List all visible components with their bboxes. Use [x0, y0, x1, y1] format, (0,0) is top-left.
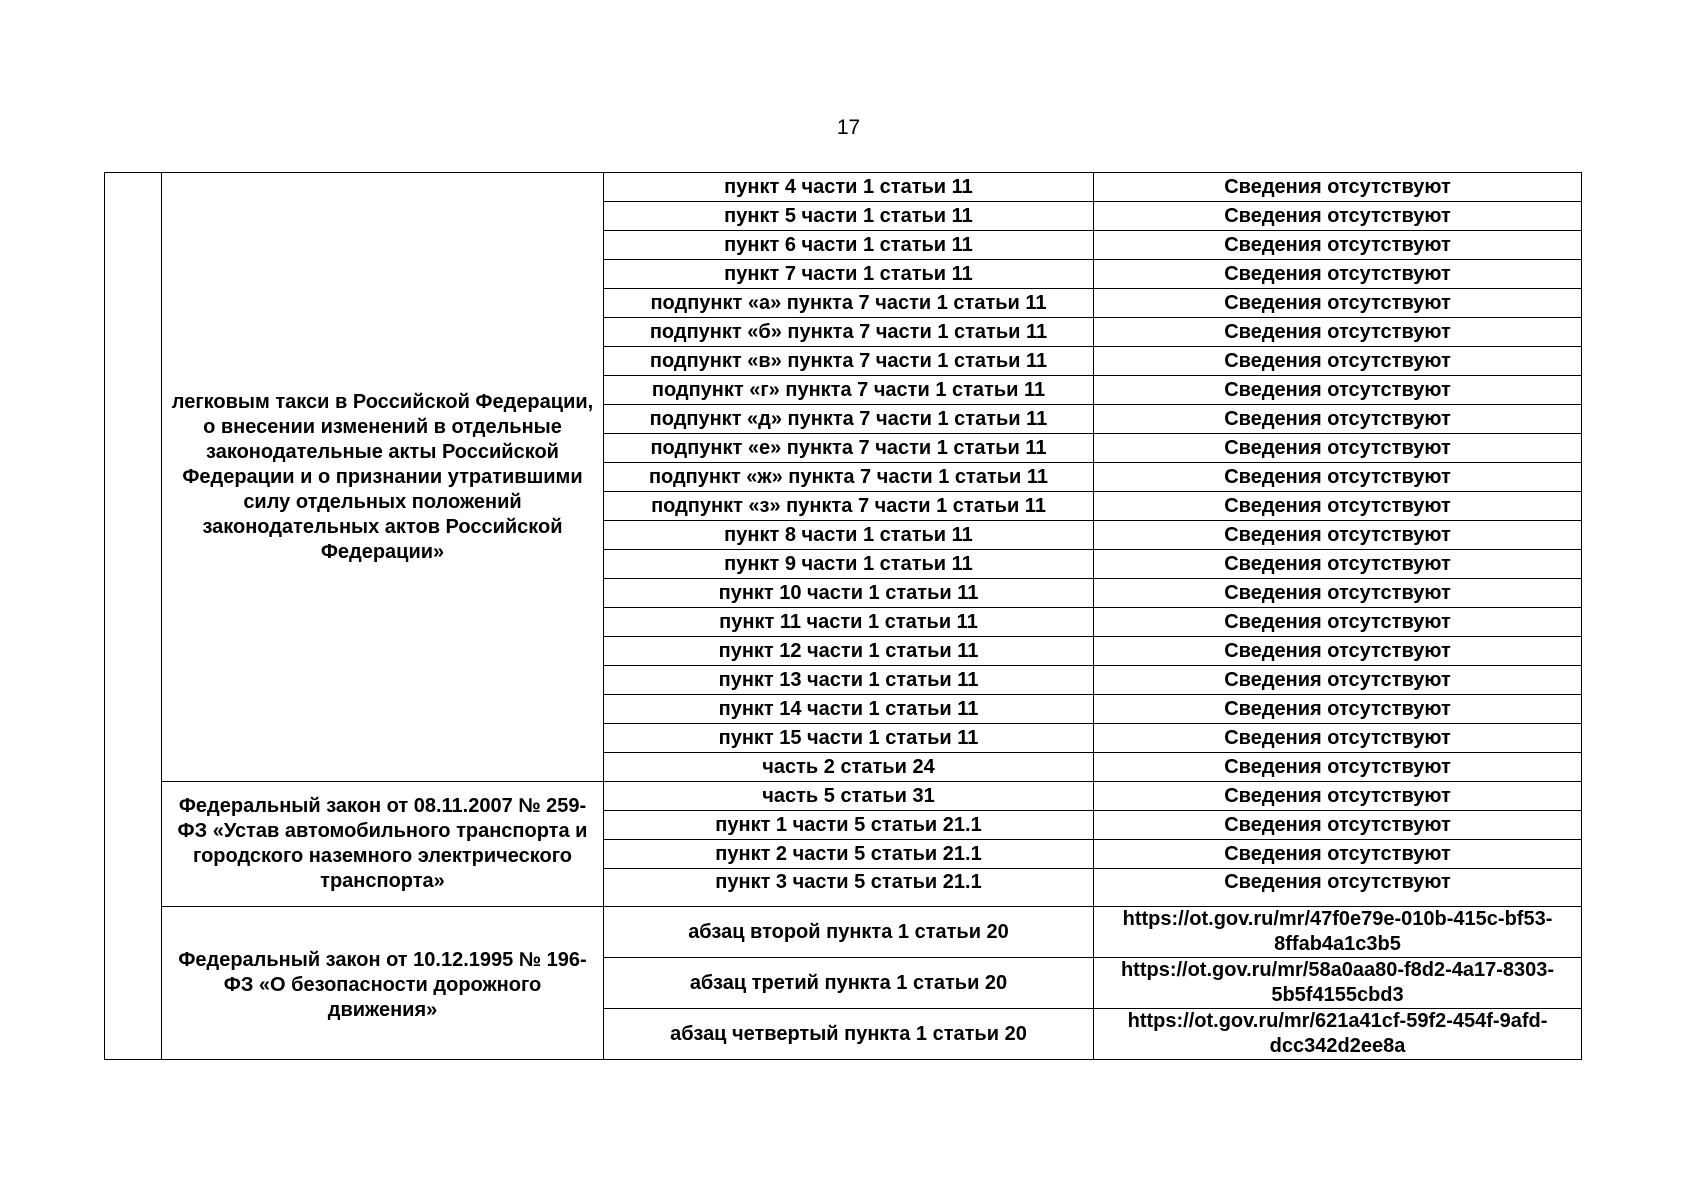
info-cell: Сведения отсутствуют	[1094, 318, 1582, 347]
info-cell: Сведения отсутствуют	[1094, 376, 1582, 405]
provision-cell: пункт 8 части 1 статьи 11	[604, 521, 1094, 550]
provision-cell: подпункт «а» пункта 7 части 1 статьи 11	[604, 289, 1094, 318]
provision-cell: пункт 10 части 1 статьи 11	[604, 579, 1094, 608]
provision-cell: абзац третий пункта 1 статьи 20	[604, 958, 1094, 1009]
provision-cell: пункт 12 части 1 статьи 11	[604, 637, 1094, 666]
provision-cell: абзац второй пункта 1 статьи 20	[604, 907, 1094, 958]
link-cell[interactable]: https://ot.gov.ru/mr/47f0e79e-010b-415c-bf53-8ffab4a1c3b5	[1094, 907, 1582, 958]
provision-cell: пункт 9 части 1 статьи 11	[604, 550, 1094, 579]
page-number: 17	[836, 116, 861, 139]
info-cell: Сведения отсутствуют	[1094, 811, 1582, 840]
info-cell: Сведения отсутствуют	[1094, 695, 1582, 724]
provision-cell: пункт 1 части 5 статьи 21.1	[604, 811, 1094, 840]
info-cell: Сведения отсутствуют	[1094, 840, 1582, 869]
provision-cell: часть 2 статьи 24	[604, 753, 1094, 782]
info-cell: Сведения отсутствуют	[1094, 753, 1582, 782]
info-cell: Сведения отсутствуют	[1094, 260, 1582, 289]
info-cell: Сведения отсутствуют	[1094, 869, 1582, 907]
info-cell: Сведения отсутствуют	[1094, 579, 1582, 608]
info-cell: Сведения отсутствуют	[1094, 724, 1582, 753]
provision-cell: пункт 14 части 1 статьи 11	[604, 695, 1094, 724]
provision-cell: пункт 2 части 5 статьи 21.1	[604, 840, 1094, 869]
provision-cell: пункт 6 части 1 статьи 11	[604, 231, 1094, 260]
info-cell: Сведения отсутствуют	[1094, 666, 1582, 695]
info-cell: Сведения отсутствуют	[1094, 202, 1582, 231]
link-cell[interactable]: https://ot.gov.ru/mr/58a0aa80-f8d2-4a17-8303-5b5f4155cbd3	[1094, 958, 1582, 1009]
info-cell: Сведения отсутствуют	[1094, 231, 1582, 260]
table-row	[105, 173, 1582, 202]
info-cell: Сведения отсутствуют	[1094, 637, 1582, 666]
provision-cell: подпункт «з» пункта 7 части 1 статьи 11	[604, 492, 1094, 521]
table-row	[105, 782, 1582, 811]
info-cell: Сведения отсутствуют	[1094, 521, 1582, 550]
info-cell: Сведения отсутствуют	[1094, 347, 1582, 376]
provision-cell: пункт 13 части 1 статьи 11	[604, 666, 1094, 695]
provision-cell: пункт 7 части 1 статьи 11	[604, 260, 1094, 289]
info-cell: Сведения отсутствуют	[1094, 782, 1582, 811]
provision-cell: абзац четвертый пункта 1 статьи 20	[604, 1009, 1094, 1060]
info-cell: Сведения отсутствуют	[1094, 434, 1582, 463]
info-cell: Сведения отсутствуют	[1094, 405, 1582, 434]
requirements-table	[104, 172, 1582, 1060]
provision-cell: подпункт «е» пункта 7 части 1 статьи 11	[604, 434, 1094, 463]
provision-cell: подпункт «ж» пункта 7 части 1 статьи 11	[604, 463, 1094, 492]
info-cell: Сведения отсутствуют	[1094, 608, 1582, 637]
provision-cell: подпункт «б» пункта 7 части 1 статьи 11	[604, 318, 1094, 347]
provision-cell: часть 5 статьи 31	[604, 782, 1094, 811]
provision-cell: пункт 4 части 1 статьи 11	[604, 173, 1094, 202]
table-row	[105, 907, 1582, 958]
provision-cell: подпункт «д» пункта 7 части 1 статьи 11	[604, 405, 1094, 434]
info-cell: Сведения отсутствуют	[1094, 492, 1582, 521]
provision-cell: пункт 3 части 5 статьи 21.1	[604, 869, 1094, 907]
link-cell[interactable]: https://ot.gov.ru/mr/621a41cf-59f2-454f-9afd-dcc342d2ee8a	[1094, 1009, 1582, 1060]
index-cell	[105, 173, 162, 1060]
law-cell: легковым такси в Российской Федерации, о внесении изменений в отдельные законодательные акты Российской Федерации и о признании утратившими силу отдельных положений законодательных актов Российской Федерации»	[162, 173, 604, 782]
provision-cell: подпункт «в» пункта 7 части 1 статьи 11	[604, 347, 1094, 376]
provision-cell: пункт 15 части 1 статьи 11	[604, 724, 1094, 753]
info-cell: Сведения отсутствуют	[1094, 173, 1582, 202]
provision-cell: пункт 11 части 1 статьи 11	[604, 608, 1094, 637]
law-cell: Федеральный закон от 08.11.2007 № 259-ФЗ «Устав автомобильного транспорта и городского наземного электрического транспорта»	[162, 782, 604, 907]
info-cell: Сведения отсутствуют	[1094, 289, 1582, 318]
law-cell: Федеральный закон от 10.12.1995 № 196-ФЗ «О безопасности дорожного движения»	[162, 907, 604, 1060]
info-cell: Сведения отсутствуют	[1094, 550, 1582, 579]
info-cell: Сведения отсутствуют	[1094, 463, 1582, 492]
provision-cell: подпункт «г» пункта 7 части 1 статьи 11	[604, 376, 1094, 405]
provision-cell: пункт 5 части 1 статьи 11	[604, 202, 1094, 231]
